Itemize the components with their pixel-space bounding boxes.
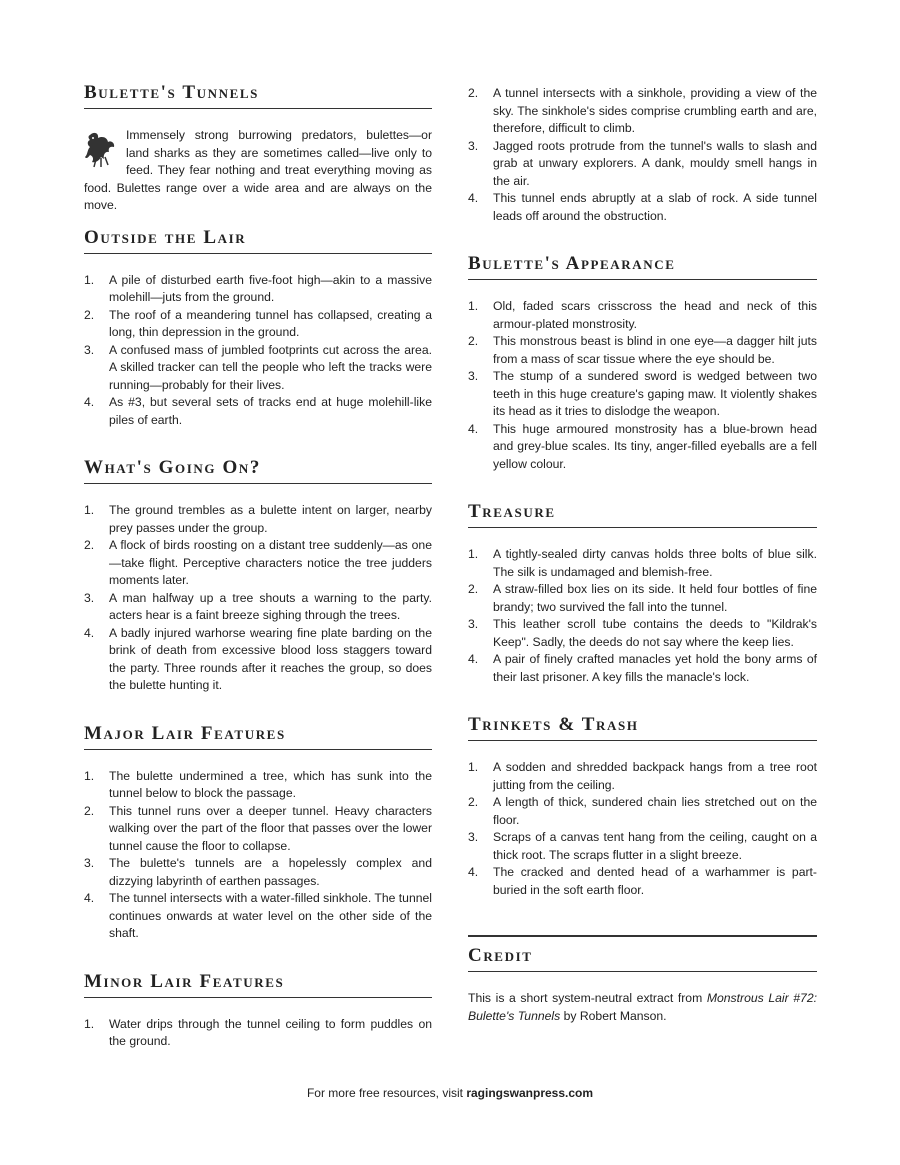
list-item-number: 4. [84,891,95,905]
list-item-number: 2. [468,86,479,100]
list-item [468,794,817,829]
major-list [84,768,432,943]
list-item [84,272,432,307]
credit-work-title: Monstrous Lair #72: Bulette's Tunnels [468,991,817,1023]
list-item-text: This tunnel runs over a deeper tunnel. Heavy characters walking over the part of the floor that passes over the lower tunnel cause the floor to collapse. [109,803,432,853]
section-heading-appearance: Bulette's Appearance [468,253,817,280]
list-item [468,333,817,368]
list-item-number: 4. [468,652,479,666]
list-item-number: 3. [468,369,479,383]
footer-link[interactable]: ragingswanpress.com [466,1086,594,1100]
list-item-number: 1. [84,1016,95,1031]
list-item [468,298,817,333]
footer [0,1086,900,1100]
right-column [468,85,817,1025]
list-item-number: 4. [468,421,479,436]
list-item [84,1016,432,1051]
list-item [468,138,817,191]
list-item [84,855,432,890]
list-item-text: A badly injured warhorse wearing fine plate barding on the brink of death from excessive blood loss staggers toward the party. Three rounds after it reaches the group, so does the bulette hunting it. [109,625,432,692]
section-heading-treasure: Treasure [468,501,817,528]
list-item-number: 2. [468,582,479,596]
list-item-text: A confused mass of jumbled footprints cut across the area. A skilled tracker can tell the people who left the tracks were running—probably for their lives. [109,342,432,392]
section-heading-minor: Minor Lair Features [84,971,432,998]
list-item-text: The bulette undermined a tree, which has sunk into the tunnel below to block the passage. [109,768,432,800]
list-item-number: 1. [468,760,479,774]
list-item-text: The tunnel intersects with a water-filled sinkhole. The tunnel continues onwards at water level on the other side of the shaft. [109,891,432,940]
list-item-text: A man halfway up a tree shouts a warning to the party. acters hear is a faint breeze sighing through the trees. [109,590,432,622]
list-item [84,307,432,342]
list-item-number: 3. [84,856,95,870]
list-item-text: As #3, but several sets of tracks end at huge molehill-like piles of earth. [109,395,432,427]
credit-suffix: by Robert Manson. [560,1008,667,1023]
list-item [468,829,817,864]
list-item-number: 4. [84,395,95,409]
outside-list [84,272,432,430]
section-heading-going-on: What's Going On? [84,457,432,484]
intro-text: Immensely strong burrowing predators, bulettes—or land sharks as they are sometimes called—live only to feed. They fear nothing and treat everything moving as food. Bulettes range over a wide area and are always on the move. [84,128,432,212]
trinkets-section [468,714,817,899]
list-item [468,651,817,686]
list-item-text: The roof of a meandering tunnel has collapsed, creating a long, thin depression in the ground. [109,307,432,339]
list-item-number: 4. [84,625,95,640]
list-item-text: This huge armoured monstrosity has a blue-brown head and grey-blue scales. Its tiny, anger-filled eyeballs are a fell yellow colour. [493,421,817,471]
list-item-number: 3. [84,342,95,357]
list-item-number: 1. [84,768,95,783]
going-on-list [84,502,432,695]
list-item [84,537,432,590]
section-heading-credit: Credit [468,935,817,972]
section-heading-outside: Outside the Lair [84,227,432,254]
list-item [84,625,432,695]
list-item-number: 3. [468,830,479,844]
appearance-section [468,253,817,473]
list-item-number: 4. [468,191,479,205]
footer-prefix: For more free resources, visit [306,1086,467,1100]
list-item-number: 3. [84,590,95,605]
list-item [84,803,432,856]
left-column [84,82,432,1051]
list-item-text: A flock of birds roosting on a distant tree suddenly—as one—take flight. Perceptive characters notice the tree judders moments later. [109,538,432,587]
list-item [84,890,432,943]
list-item-number: 1. [84,503,95,517]
list-item-text: Jagged roots protrude from the tunnel's walls to slash and grab at unwary explorers. A dank, mouldy smell hangs in the air. [493,138,817,188]
list-item-text: The stump of a sundered sword is wedged between two teeth in this huge creature's gaping maw. It violently shakes its head as it tries to dislodge the weapon. [493,369,817,418]
intro-section [84,82,432,215]
list-item-text: This tunnel ends abruptly at a slab of rock. A side tunnel leads off around the obstruction. [493,191,817,223]
list-item-number: 3. [468,617,479,631]
list-item [84,768,432,803]
credit-prefix: This is a short system-neutral extract from [468,991,707,1005]
list-item [84,502,432,537]
list-item [468,581,817,616]
list-item-text: A length of thick, sundered chain lies stretched out on the floor. [493,795,817,827]
list-item-text: Scraps of a canvas tent hang from the ceiling, caught on a thick root. The scraps flutter in a slight breeze. [493,830,817,862]
minor-list-left [84,1016,432,1051]
list-item [468,85,817,138]
list-item [468,616,817,651]
list-item-text: This leather scroll tube contains the deeds to "Kildrak's Keep". Sadly, the deeds do not say where the keep lies. [493,617,817,649]
credit-text [468,990,817,1025]
list-item [84,590,432,625]
list-item-text: A pile of disturbed earth five-foot high—akin to a massive molehill—juts from the ground. [109,272,432,304]
list-item [468,546,817,581]
list-item [468,190,817,225]
minor-list-right [468,85,817,225]
treasure-section [468,501,817,686]
list-item-text: The bulette's tunnels are a hopelessly complex and dizzying labyrinth of earthen passages. [109,856,432,888]
list-item-text: A tunnel intersects with a sinkhole, providing a view of the sky. The sinkhole's sides comprise crumbling earth and are, therefore, difficult to climb. [493,86,817,135]
list-item-number: 3. [468,138,479,153]
list-item-number: 2. [468,334,479,348]
list-item-text: A pair of finely crafted manacles yet hold the bony arms of their last prisoner. A key fills the manacle's lock. [493,652,817,684]
trinkets-list [468,759,817,899]
list-item-number: 1. [468,299,479,313]
list-item-text: This monstrous beast is blind in one eye—a dagger hilt juts from a mass of scar tissue where the eye should be. [493,334,817,366]
list-item [468,421,817,474]
list-item-text: A sodden and shredded backpack hangs from a tree root jutting from the ceiling. [493,760,817,792]
list-item-number: 2. [84,538,95,552]
appearance-list [468,298,817,473]
credit-section [468,935,817,1025]
list-item [468,368,817,421]
section-heading-major: Major Lair Features [84,723,432,750]
treasure-list [468,546,817,686]
list-item-text: The cracked and dented head of a warhammer is part-buried in the soft earth floor. [493,865,817,897]
list-item [84,342,432,395]
list-item-number: 4. [468,865,479,879]
list-item-number: 2. [468,795,479,809]
list-item-text: Water drips through the tunnel ceiling to form puddles on the ground. [109,1016,432,1048]
major-section [84,723,432,943]
dragon-icon [84,129,118,169]
outside-section [84,227,432,430]
minor-section [84,971,432,1051]
section-heading-intro: Bulette's Tunnels [84,82,432,109]
section-heading-trinkets: Trinkets & Trash [468,714,817,741]
list-item-number: 1. [84,272,95,287]
list-item-number: 1. [468,547,479,561]
list-item-text: The ground trembles as a bulette intent on larger, nearby prey passes under the group. [109,503,432,535]
list-item-text: A tightly-sealed dirty canvas holds three bolts of blue silk. The silk is undamaged and blemish-free. [493,547,817,579]
list-item [468,759,817,794]
list-item-text: A straw-filled box lies on its side. It held four bottles of fine brandy; two survived the fall into the tunnel. [493,582,817,614]
list-item [468,864,817,899]
list-item-number: 2. [84,307,95,322]
list-item-number: 2. [84,803,95,818]
going-on-section [84,457,432,695]
list-item-text: Old, faded scars crisscross the head and neck of this armour-plated monstrosity. [493,299,817,331]
list-item [84,394,432,429]
